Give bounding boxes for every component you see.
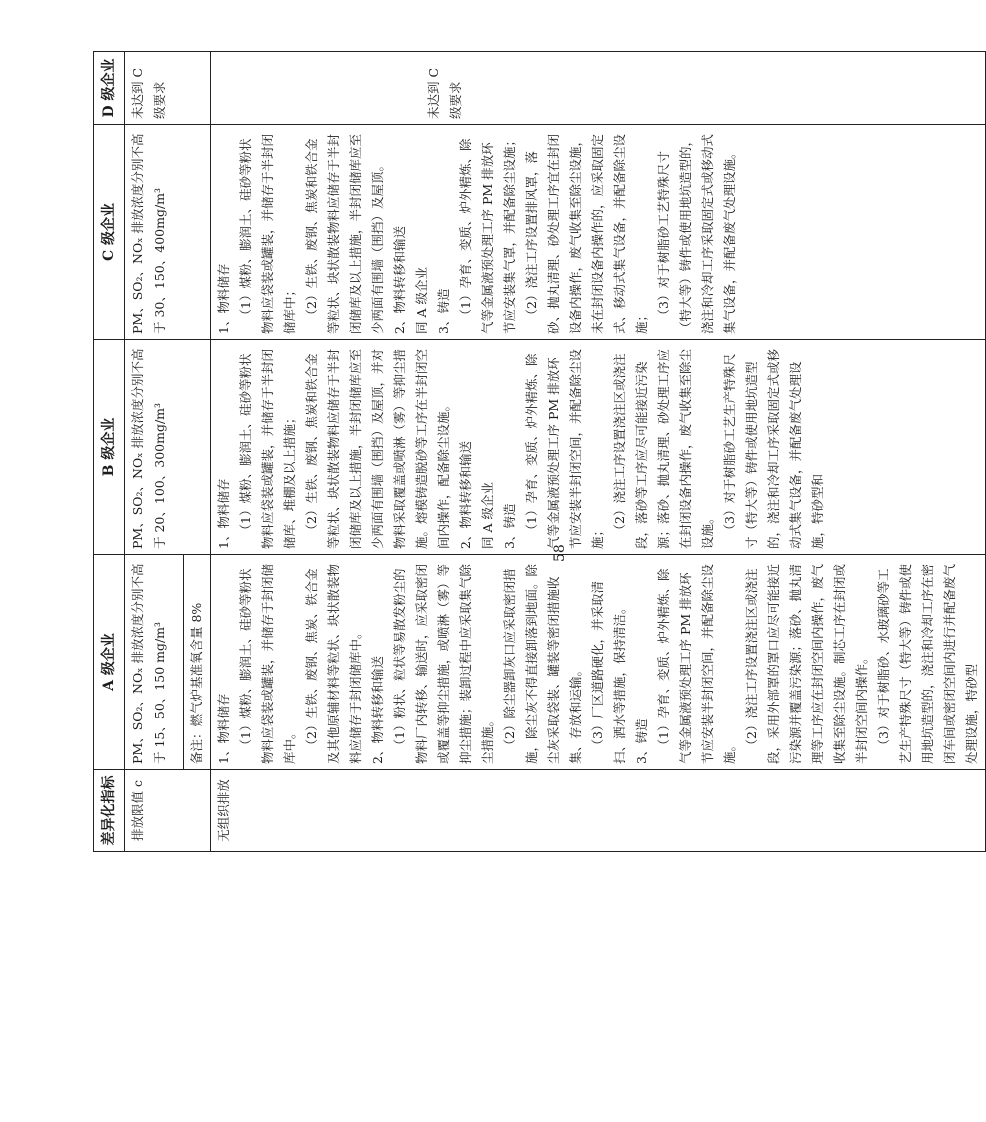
text-line: （3）对于树脂砂工艺特殊尺寸（特大等）铸件或使用地坑造型的，浇注和冷却工序采取固定式或移动式集气设备，并配备废气处理设施。 (656, 133, 737, 334)
limit-grade-b: PM、SO₂、NOₓ 排放浓度分别不高于 20、100、300mg/m³ (125, 340, 211, 555)
text-line: （2）除尘器卸灰口应采取密闭措施，除尘灰不得直接卸落到地面。除尘灰采取袋装、罐装等密闭措施收集、存放和运输。 (502, 563, 583, 764)
text-line: 3、铸造 (502, 503, 517, 549)
text-line: 3、铸造 (436, 288, 451, 334)
fugitive-grade-d (211, 52, 986, 125)
text-line: 2、物料转移和输送 (458, 441, 473, 549)
text-line: 1、物料储存 (216, 693, 231, 764)
text-line: （1）孕育、变质、炉外精炼、除气等金属液预处理工序 PM 排放环节应安装半封闭空间，并配备除尘设施。 (656, 563, 737, 764)
text-line: 2、物料转移和输送 (392, 226, 407, 334)
text-line: （2）浇注工序设置浇注区或浇注段，采用外部罩的罩口应尽可能接近污染源并覆盖污染源；落砂、抛丸清理等工序应在封闭空间内操作，废气收集至除尘设施。制芯工序在封闭或半封闭空间内操作。 (744, 563, 869, 764)
text-line: 同 A 级企业 (480, 482, 495, 549)
text-line: （2）浇注工序设置排风罩，落砂、抛丸清理、砂处理工序宜在封闭设备内操作，废气收集至除尘设施，未在封闭设备内操作的，应采取固定式、移动式集气设备，并配备除尘设施； (524, 133, 649, 334)
fugitive-b-list (213, 345, 829, 549)
table-row-limit (125, 52, 184, 852)
note-grade-a: 备注：燃气炉基准氧含量 8% (184, 555, 211, 770)
text-line: （2）生铁、废钢、焦炭和铁合金等粒状、块状散装物料应储存于半封闭储库及以上措施，半封闭储库应至少两面有围墙（围挡）及屋顶。 (304, 133, 385, 334)
limit-grade-d: 未达到 C 级要求 (125, 52, 211, 125)
text-line: （2）生铁、废钢、焦炭、铁合金及其他原辅材料等粒状、块状散装物料应储存于封闭储库中。 (304, 563, 363, 764)
text-line: （1）煤粉、膨润土、硅砂等粉状物料应袋装或罐装，并储存于半封闭储库、堆棚及以上措施； (238, 348, 297, 549)
text-line: （3）对于树脂砂、水玻璃砂等工艺生产特殊尺寸（特大等）铸件或使用地坑造型的，浇注和冷却工序在密闭车间或密闭空间内进行并配备废气处理设施，特砂型 (876, 563, 979, 764)
text-line: 1、物料储存 (216, 263, 231, 334)
text-line: （1）孕育、变质、炉外精炼、除气等金属液预处理工序 PM 排放环节应安装集气罩，并配备除尘设施； (458, 133, 517, 334)
fugitive-c-list (213, 130, 741, 334)
text-line: （1）煤粉、膨润土、硅砂等粉状物料应袋装或罐装，并储存于半封闭储库中； (238, 133, 297, 334)
fugitive-grade-b (211, 340, 986, 555)
table-row-fugitive (211, 52, 986, 852)
header-grade-b: B 级企业 (94, 340, 125, 555)
page-number: 58 (552, 544, 568, 562)
text-line: （3）厂区道路硬化，并采取清扫、洒水等措施，保持清洁。 (590, 581, 627, 764)
text-line: （1）孕育、变质、炉外精炼、除气等金属液预处理工序 PM 排放环节应安装半封闭空间，并配备除尘设施； (524, 348, 605, 549)
fugitive-grade-d-text: 未达到 C 级要求 (426, 67, 463, 119)
limit-grade-c: PM、SO₂、NOₓ 排放浓度分别不高于 30、150、400mg/m³ (125, 125, 211, 340)
text-line: （3）对于树脂砂工艺生产特殊尺寸（特大等）铸件或使用地坑造型的，浇注和冷却工序采取固定式或移动式集气设备，并配备废气处理设施，特砂型和 (722, 348, 825, 549)
text-line: 2、物料转移和输送 (370, 656, 385, 764)
fugitive-a-list (213, 560, 983, 764)
header-grade-d: D 级企业 (94, 52, 125, 125)
text-line: 1、物料储存 (216, 478, 231, 549)
text-line: 同 A 级企业 (414, 267, 429, 334)
text-line: 3、铸造 (634, 718, 649, 764)
text-line: （2）生铁、废钢、焦炭和铁合金等粒状、块状散装物料应储存于半封闭储库及以上措施，半封闭储库应至少两面有围墙（围挡）及屋顶，并对物料采取覆盖或喷淋（雾）等抑尘措施。熔模铸造脱砂等工序在半封闭空间内操作，配备除尘设施。 (304, 348, 451, 549)
table-header-row (94, 52, 125, 852)
fugitive-grade-a (211, 555, 986, 770)
row-label-limit: 排放限值 c (125, 770, 211, 852)
fugitive-grade-c (211, 125, 986, 340)
header-indicator: 差异化指标 (94, 770, 125, 852)
text-line: （1）煤粉、膨润土、硅砂等粉状物料应袋装或罐装，并储存于封闭储库中。 (238, 563, 297, 764)
text-line: （1）粉状、粒状等易散发粉尘的物料厂内转移、输送时，应采取密闭或覆盖等抑尘措施，或喷淋（雾）等抑尘措施；装卸过程中应采取集气除尘措施。 (392, 563, 495, 764)
header-grade-a: A 级企业 (94, 555, 125, 770)
row-label-fugitive: 无组织排放 (211, 770, 986, 852)
limit-grade-a: PM、SO₂、NOₓ 排放浓度分别不高于 15、50、150 mg/m³ (125, 555, 184, 770)
header-grade-c: C 级企业 (94, 125, 125, 340)
text-line: （2）浇注工序设置浇注区或浇注段，落砂等工序应尽可能接近污染源；落砂、抛丸清理、砂处理工序应在封闭设备内操作，废气收集至除尘设施。 (612, 348, 715, 549)
differentiation-table (93, 51, 986, 852)
